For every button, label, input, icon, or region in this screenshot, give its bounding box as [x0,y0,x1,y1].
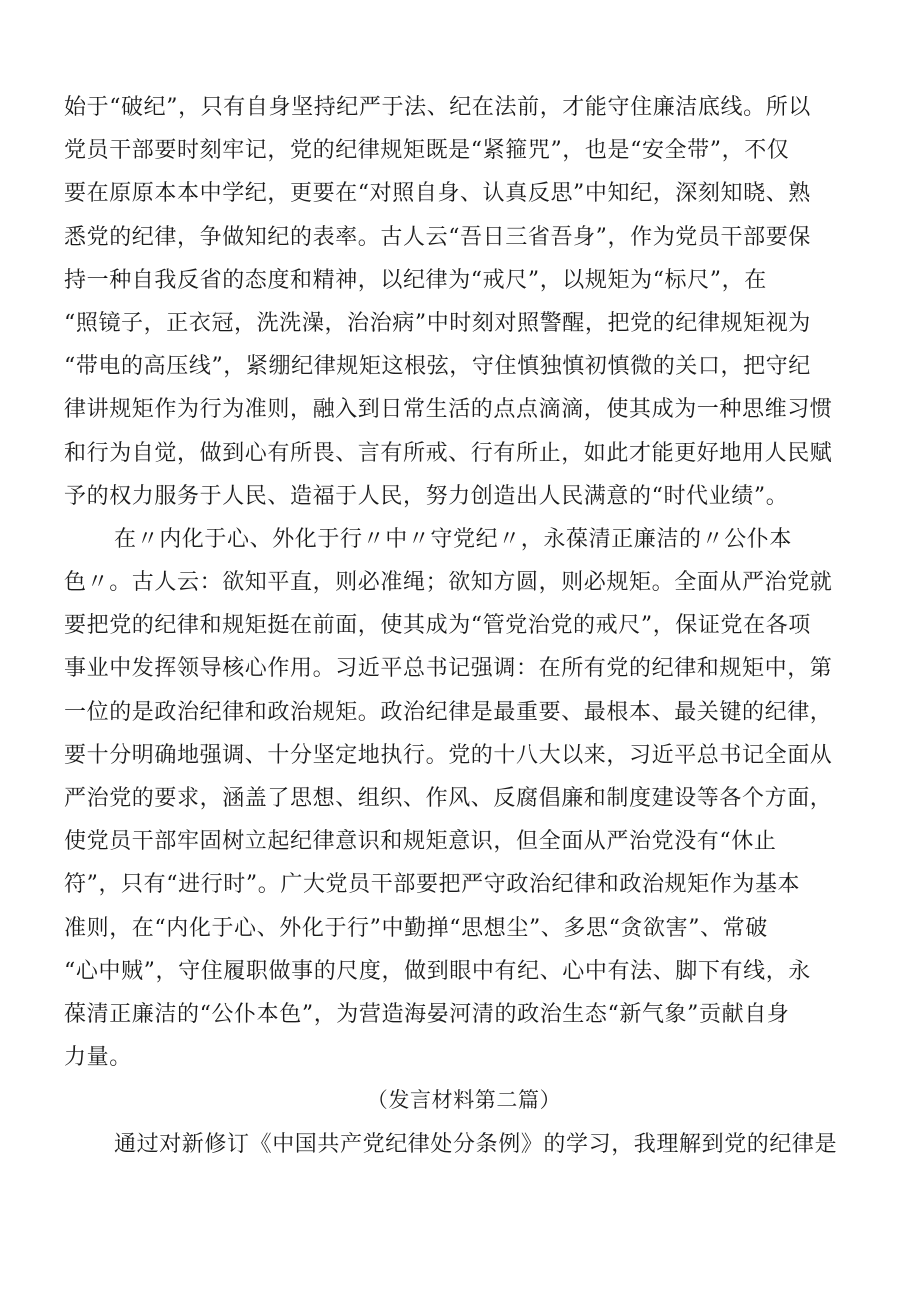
paragraph-3 [64,1123,864,1166]
text-line: “带电的高压线”，紧绷纪律规矩这根弦，守住慎独慎初慎微的关口，把守纪 [64,354,811,380]
text-line: 力量。 [64,1045,132,1071]
text-line: 一位的是政治纪律和政治规矩。政治纪律是最重要、最根本、最关键的纪律， [64,699,833,725]
text-line: 要在原原本本中学纪，更要在“对照自身、认真反思”中知纪，深刻知晓、熟 [64,181,811,207]
text-line: 事业中发挥领导核心作用。习近平总书记强调：在所有党的纪律和规矩中，第 [64,656,833,682]
text-line: 在〃内化于心、外化于行〃中〃守党纪〃，永葆清正廉洁的〃公仆本 [114,526,793,552]
text-line: 党员干部要时刻牢记，党的纪律规矩既是“紧箍咒”，也是“安全带”，不仅 [64,138,790,164]
text-line: 通过对新修订《中国共产党纪律处分条例》的学习，我理解到党的纪律是 [114,1131,838,1157]
text-line: 持一种自我反省的态度和精神，以纪律为“戒尺”，以规矩为“标尺”，在 [64,267,767,293]
text-line: 悉党的纪律，争做知纪的表率。古人云“吾日三省吾身”，作为党员干部要保 [64,224,811,250]
text-line: 律讲规矩作为行为准则，融入到日常生活的点点滴滴，使其成为一种思维习惯 [64,397,833,423]
text-line: 严治党的要求，涵盖了思想、组织、作风、反腐倡廉和制度建设等各个方面， [64,786,833,811]
paragraph-2 [64,518,864,1079]
text-line: 符”，只有“进行时”。广大党员干部要把严守政治纪律和政治规矩作为基本 [64,872,801,898]
text-line: 使党员干部牢固树立起纪律意识和规矩意识，但全面从严治党没有“休止 [64,829,777,855]
text-line: 要十分明确地强调、十分坚定地执行。党的十八大以来，习近平总书记全面从 [64,742,833,768]
text-line: “心中贼”，守住履职做事的尺度，做到眼中有纪、心中有法、脚下有线，永 [64,958,811,984]
text-line: 要把党的纪律和规矩挺在前面，使其成为“管党治党的戒尺”，保证党在各项 [64,613,811,639]
text-line: 葆清正廉洁的“公仆本色”，为营造海晏河清的政治生态“新气象”贡献自身 [64,1001,790,1027]
text-line: 色〃。古人云：欲知平直，则必准绳；欲知方圆，则必规矩。全面从严治党就 [64,570,833,596]
document-page [64,86,864,1166]
text-line: “照镜子，正衣冠，洗洗澡，治治病”中时刻对照警醒，把党的纪律规矩视为 [64,310,811,336]
text-line: 始于“破纪”，只有自身坚持纪严于法、纪在法前，才能守住廉洁底线。所以 [64,95,811,120]
paragraph-1 [64,86,864,518]
text-line: 予的权力服务于人民、造福于人民，努力创造出人民满意的“时代业绩”。 [64,483,789,509]
text-line: 和行为自觉，做到心有所畏、言有所戒、行有所止，如此才能更好地用人民赋 [64,440,833,466]
text-line: 准则，在“内化于心、外化于行”中勤掸“思想尘”、多思“贪欲害”、常破 [64,915,768,941]
section-heading: （发言材料第二篇） [366,1088,562,1113]
